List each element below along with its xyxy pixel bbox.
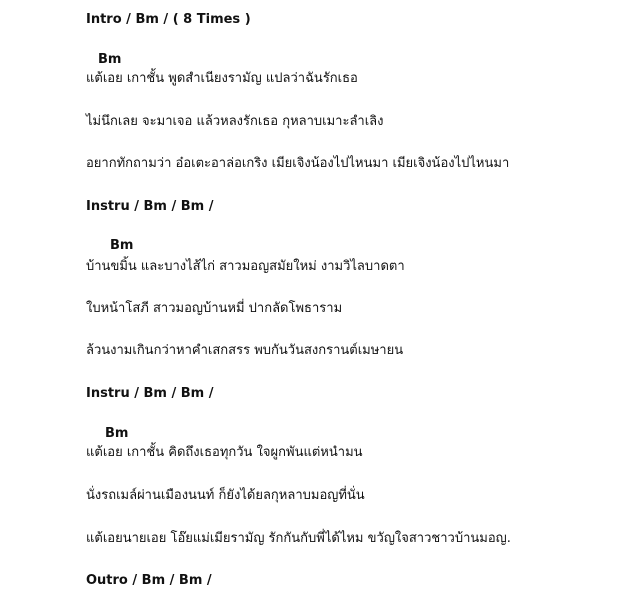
- verse1-chord: Bm: [98, 52, 122, 67]
- verse1-lyric-line-2: ไม่นึกเลย จะมาเจอ แล้วหลงรักเธอ กุหลาบเมาะลำเลิง: [86, 114, 384, 129]
- verse3-lyric-line-3: แต้เอยนายเอย โอ๊ยแม่เมียรามัญ รักกันกับพี่ได้ไหม ขวัญใจสาวชาวบ้านมอญ.: [86, 531, 511, 546]
- instru-line-1: Instru / Bm / Bm /: [86, 199, 214, 214]
- verse3-lyric-line-1: แต้เอย เกาชั้น คิดถึงเธอทุกวัน ใจผูกพันแต่หนำมน: [86, 445, 363, 460]
- verse3-chord: Bm: [105, 426, 129, 441]
- verse2-lyric-line-1: บ้านขมิ้น และบางไส้ไก่ สาวมอญสมัยใหม่ งามวิไลบาดตา: [86, 259, 405, 274]
- verse2-chord: Bm: [110, 238, 134, 253]
- verse3-lyric-line-2: นั่งรถเมล์ผ่านเมืองนนท์ ก็ยังได้ยลกุหลาบมอญที่นั่น: [86, 488, 365, 503]
- verse2-lyric-line-3: ล้วนงามเกินกว่าหาคำเสกสรร พบกันวันสงกรานต์เมษายน: [86, 343, 404, 358]
- verse2-lyric-line-2: ใบหน้าโสภี สาวมอญบ้านหมี่ ปากลัดโพธาราม: [86, 301, 343, 316]
- verse1-lyric-line-3: อยากทักถามว่า อ๋อเตะอาล่อเกริง เมียเจิงน้องไปไหนมา เมียเจิงน้องไปไหนมา: [86, 156, 510, 171]
- instru-line-2: Instru / Bm / Bm /: [86, 386, 214, 401]
- intro-line: Intro / Bm / ( 8 Times ): [86, 12, 251, 27]
- outro-line: Outro / Bm / Bm /: [86, 573, 212, 588]
- verse1-lyric-line-1: แต้เอย เกาชั้น พูดสำเนียงรามัญ แปลว่าฉันรักเธอ: [86, 71, 358, 86]
